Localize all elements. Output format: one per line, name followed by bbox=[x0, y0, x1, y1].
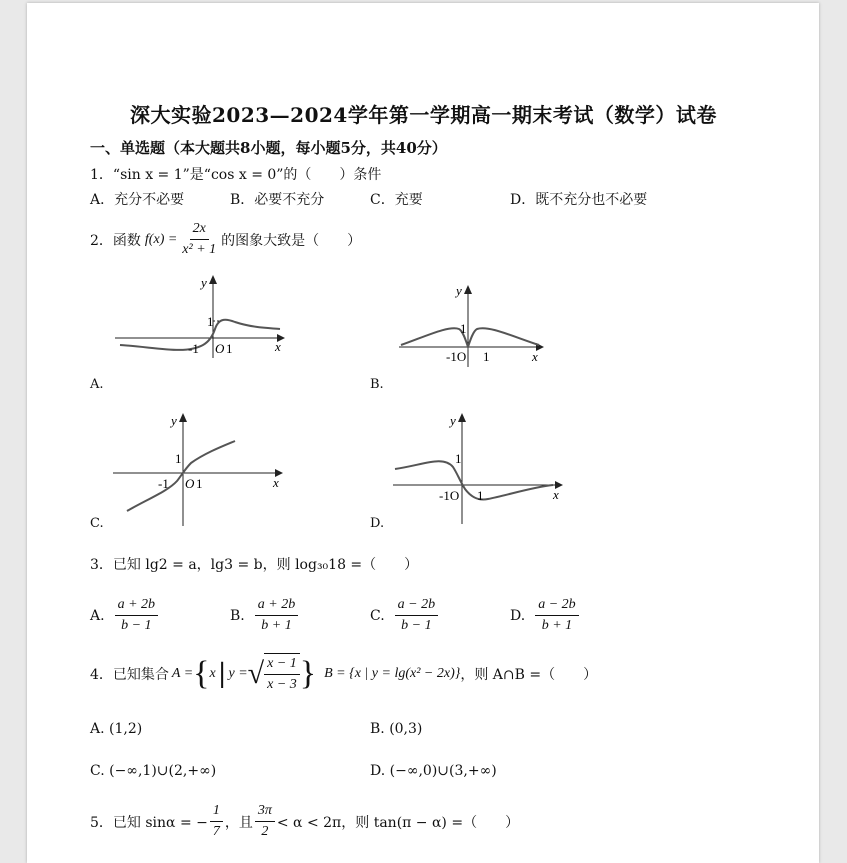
question-3-option-c-num: a − 2b bbox=[395, 595, 438, 616]
exam-page bbox=[27, 3, 819, 863]
question-4-sqrt: √ $\frac{x - 1}{x - 3}$ bbox=[248, 653, 300, 695]
graph-c-y-label: y bbox=[171, 413, 177, 428]
question-3-option-a-num: a + 2b bbox=[115, 595, 158, 616]
question-4-set-b: B = {x | y = lg(x² − 2x)} bbox=[324, 666, 461, 681]
question-1-text: 1．“sin x = 1”是“cos x = 0”的（ ）条件 bbox=[90, 167, 382, 183]
question-1-option-d: D．既不充分也不必要 bbox=[510, 192, 648, 208]
question-5-mid: ，且 bbox=[224, 814, 253, 831]
question-3-option-d-label: D. bbox=[510, 607, 526, 624]
question-3-text: 3．已知 lg2 = a，lg3 = b，则 log₃₀18 =（ ） bbox=[90, 557, 419, 573]
question-4-left-brace: { bbox=[193, 655, 210, 692]
question-4-option-c: C. (−∞,1)∪(2,+∞) bbox=[90, 763, 217, 779]
graph-c-x-label: x bbox=[273, 475, 279, 490]
question-4-separator: | bbox=[217, 659, 227, 689]
question-3-option-d bbox=[510, 595, 581, 636]
question-2-denominator: x² + 1 bbox=[182, 242, 217, 257]
graph-d-y-label: y bbox=[450, 413, 456, 428]
graph-b-x-label: x bbox=[532, 349, 538, 364]
graph-c-x-one-label: 1 bbox=[196, 476, 203, 491]
graph-a-origin-label: O bbox=[215, 341, 225, 356]
question-4-suffix: ，则 A∩B =（ ） bbox=[460, 667, 598, 683]
graph-b-right-tick: 1 bbox=[483, 349, 490, 364]
graph-b-label: B. bbox=[370, 377, 384, 392]
question-2-fx: f(x) = bbox=[144, 231, 178, 247]
question-2-text bbox=[90, 219, 361, 260]
question-1-option-c: C．充要 bbox=[370, 192, 423, 208]
question-5-suffix: < α < 2π，则 tan(π − α) =（ ） bbox=[276, 814, 520, 831]
question-5-text bbox=[90, 801, 519, 842]
question-4-prefix: 4．已知集合 bbox=[90, 667, 169, 683]
question-5-fraction-2-den: 2 bbox=[261, 824, 269, 839]
graph-d-right-tick: 1 bbox=[477, 488, 484, 503]
graph-d-x-label: x bbox=[553, 487, 559, 502]
question-3-option-b-label: B. bbox=[230, 607, 245, 624]
graph-b-left-ticks: -1O bbox=[446, 349, 467, 364]
question-3-option-d-den: b + 1 bbox=[541, 618, 573, 633]
question-1-option-a: A．充分不必要 bbox=[90, 192, 185, 208]
question-4-option-d: D. (−∞,0)∪(3,+∞) bbox=[370, 763, 497, 779]
exam-title: 深大实验2023—2024学年第一学期高一期末考试（数学）试卷 bbox=[130, 103, 717, 127]
question-5-fraction-2 bbox=[255, 801, 275, 842]
question-3-option-a-den: b − 1 bbox=[121, 618, 152, 633]
graph-a-y-label: y bbox=[201, 275, 207, 290]
question-2-fraction bbox=[179, 219, 219, 260]
graph-b-one-label: 1 bbox=[460, 321, 467, 336]
question-4-right-brace: } bbox=[299, 655, 317, 692]
question-3-option-c-fraction bbox=[395, 595, 438, 636]
question-4-set-a-var: x bbox=[209, 666, 216, 681]
graph-c-origin-label: O bbox=[185, 476, 195, 491]
question-4-sqrt-den: x − 3 bbox=[267, 677, 297, 692]
question-2-prefix: 2．函数 bbox=[90, 232, 141, 249]
graph-d-left-ticks: -1O bbox=[439, 488, 460, 503]
section-heading-single-choice: 一、单选题（本大题共8小题，每小题5分，共40分） bbox=[90, 139, 447, 157]
question-3-option-c-label: C. bbox=[370, 607, 385, 624]
graph-d bbox=[393, 411, 573, 531]
question-3-option-b bbox=[230, 595, 300, 636]
question-5-fraction-1-den: 7 bbox=[212, 824, 220, 839]
question-5-prefix: 5．已知 sinα = − bbox=[90, 814, 208, 831]
question-1-option-b: B．必要不充分 bbox=[230, 192, 325, 208]
question-5-fraction-1 bbox=[210, 801, 223, 842]
question-3-option-a-label: A. bbox=[90, 607, 105, 624]
graph-d-label: D. bbox=[370, 516, 385, 531]
question-4-set-a-y: y = bbox=[228, 666, 248, 681]
graph-c-neg-one-label: -1 bbox=[158, 476, 169, 491]
graph-d-one-label: 1 bbox=[455, 451, 462, 466]
graph-a-label: A. bbox=[90, 377, 104, 392]
question-3-option-c bbox=[370, 595, 440, 636]
question-5-fraction-1-num: 1 bbox=[210, 801, 223, 822]
question-4-sqrt-fraction bbox=[264, 653, 300, 695]
graph-a-one-label: 1 bbox=[207, 314, 214, 329]
graph-b bbox=[399, 281, 579, 371]
question-4-text bbox=[90, 653, 597, 695]
question-4-option-b: B. (0,3) bbox=[370, 721, 423, 737]
question-4-option-a: A. (1,2) bbox=[90, 721, 143, 737]
question-3-option-d-num: a − 2b bbox=[535, 595, 578, 616]
question-2-suffix: 的图象大致是（ ） bbox=[221, 232, 362, 249]
question-2-numerator: 2x bbox=[190, 219, 209, 240]
question-3-option-a bbox=[90, 595, 160, 636]
question-4-sqrt-num: x − 1 bbox=[264, 654, 300, 675]
question-3-option-b-fraction bbox=[255, 595, 298, 636]
graph-c bbox=[113, 411, 293, 531]
graph-b-y-label: y bbox=[456, 283, 462, 298]
question-3-option-d-fraction bbox=[535, 595, 578, 636]
graph-c-label: C. bbox=[90, 516, 104, 531]
graph-a-x-one-label: 1 bbox=[226, 341, 233, 356]
graph-a bbox=[115, 273, 295, 363]
question-5-fraction-2-num: 3π bbox=[255, 801, 275, 822]
graph-a-x-label: x bbox=[275, 339, 281, 354]
graph-a-neg-one-label: -1 bbox=[188, 341, 199, 356]
question-3-option-c-den: b − 1 bbox=[401, 618, 432, 633]
question-3-option-b-den: b + 1 bbox=[261, 618, 292, 633]
question-4-set-a-lead: A = bbox=[171, 666, 194, 681]
graph-c-one-label: 1 bbox=[175, 451, 182, 466]
question-3-option-b-num: a + 2b bbox=[255, 595, 298, 616]
question-3-option-a-fraction bbox=[115, 595, 158, 636]
